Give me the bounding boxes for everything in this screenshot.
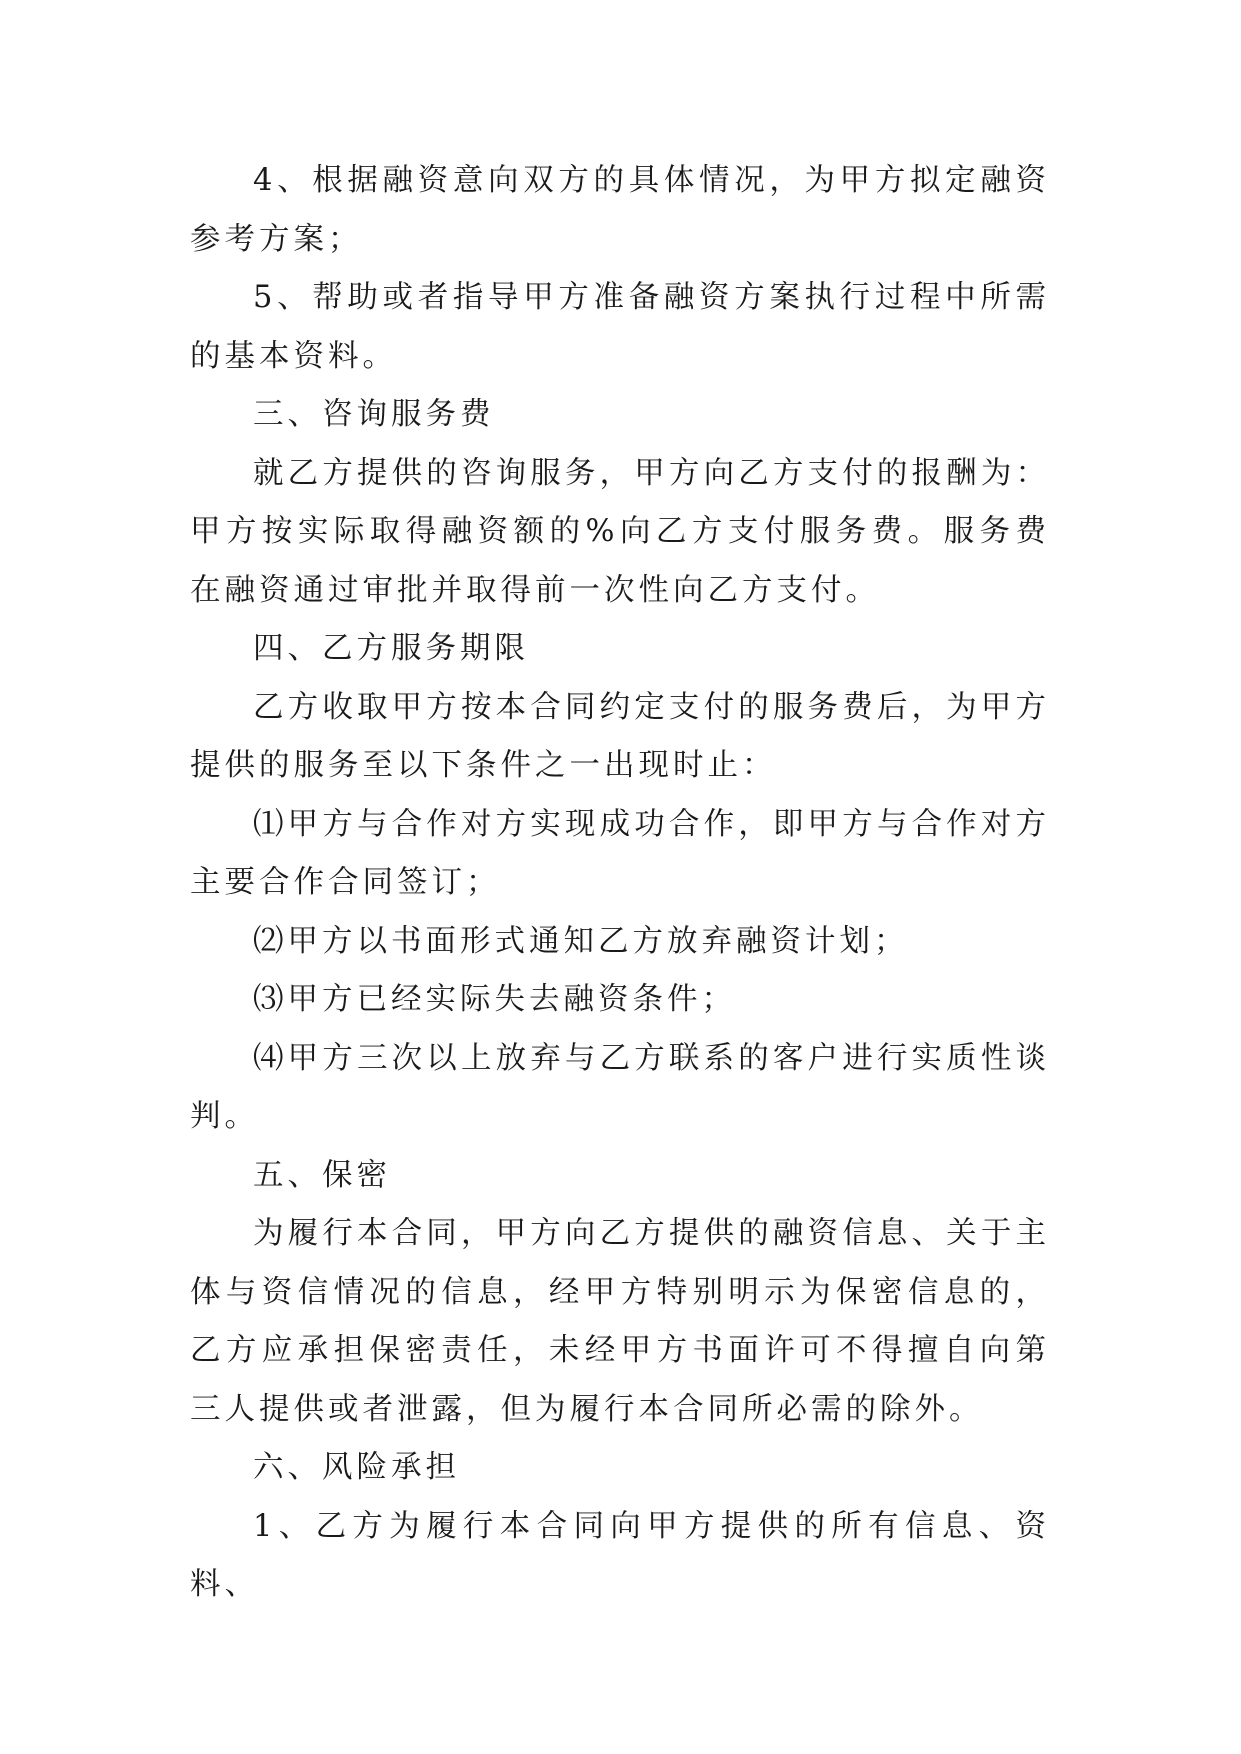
service-fee-paragraph: 就乙方提供的咨询服务，甲方向乙方支付的报酬为：甲方按实际取得融资额的%向乙方支付服务费。服务费在融资通过审批并取得前一次性向乙方支付。	[190, 455, 1050, 608]
term-condition-3: ⑶甲方已经实际失去融资条件；	[253, 982, 736, 1017]
clause-5-paragraph: 5、帮助或者指导甲方准备融资方案执行过程中所需的基本资料。	[190, 280, 1050, 374]
confidentiality-paragraph: 为履行本合同，甲方向乙方提供的融资信息、关于主体与资信情况的信息，经甲方特别明示为保密信息的，乙方应承担保密责任，未经甲方书面许可不得擅自向第三人提供或者泄露，但为履行本合同所必需的除外。	[190, 1216, 1050, 1427]
section-6-heading: 六、风险承担	[253, 1450, 460, 1485]
section-3-heading: 三、咨询服务费	[253, 397, 495, 432]
risk-clause-1-paragraph: 1、乙方为履行本合同向甲方提供的所有信息、资料、	[190, 1508, 1050, 1602]
section-5-heading: 五、保密	[253, 1157, 391, 1193]
clause-4-paragraph: 4、根据融资意向双方的具体情况，为甲方拟定融资参考方案；	[190, 163, 1050, 257]
term-condition-1: ⑴甲方与合作对方实现成功合作，即甲方与合作对方主要合作合同签订；	[190, 806, 1050, 900]
document-body	[190, 152, 1050, 1615]
term-condition-4: ⑷甲方三次以上放弃与乙方联系的客户进行实质性谈判。	[190, 1040, 1050, 1134]
section-4-heading: 四、乙方服务期限	[253, 631, 529, 666]
term-condition-2: ⑵甲方以书面形式通知乙方放弃融资计划；	[253, 923, 909, 959]
service-term-paragraph: 乙方收取甲方按本合同约定支付的服务费后，为甲方提供的服务至以下条件之一出现时止：	[190, 689, 1050, 783]
